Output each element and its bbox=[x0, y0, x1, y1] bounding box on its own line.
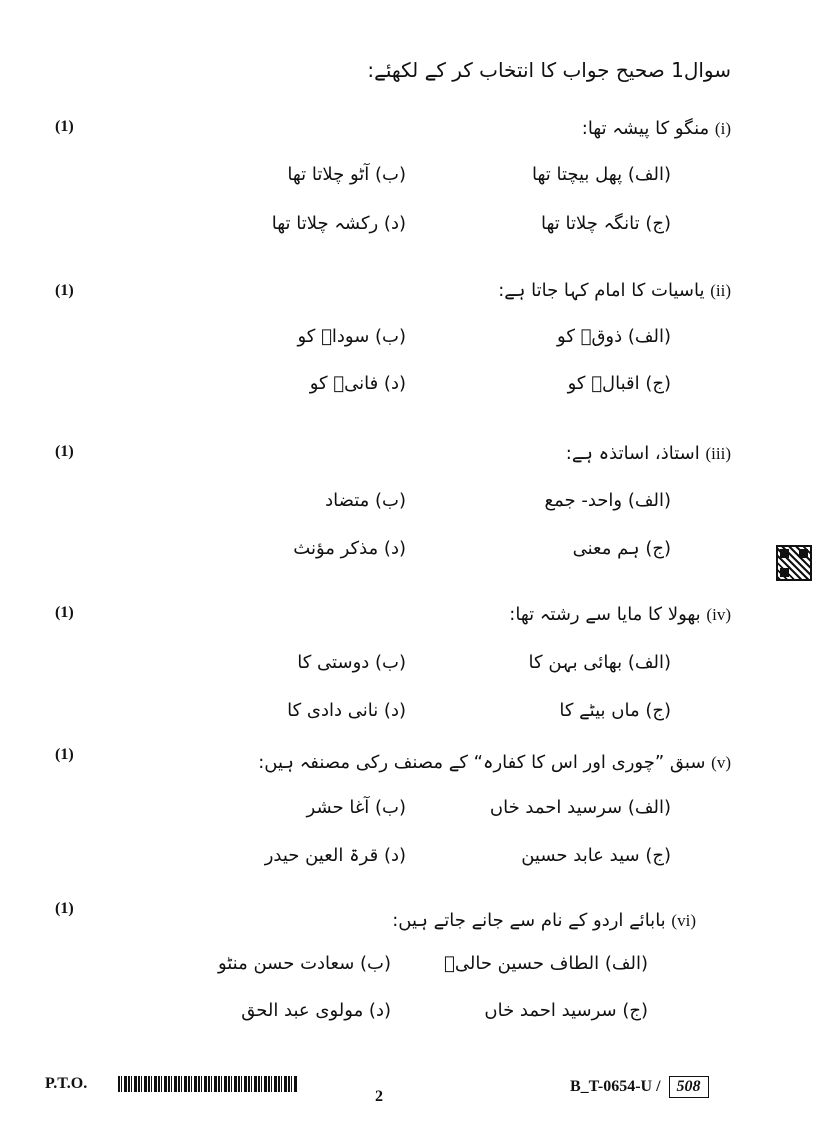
question-text: یاسیات کا امام کہا جاتا ہے: bbox=[498, 280, 705, 301]
option-d: (د) نانی دادی کا bbox=[287, 700, 406, 721]
marks-label: (1) bbox=[55, 900, 74, 917]
option-a: (الف) الطاف حسین حالیؔ bbox=[444, 953, 648, 974]
marks-label: (1) bbox=[55, 604, 74, 621]
barcode bbox=[118, 1076, 298, 1092]
question-text: بھولا کا مایا سے رشتہ تھا: bbox=[509, 604, 701, 625]
option-a: (الف) واحد- جمع bbox=[544, 490, 671, 511]
question-text: منگو کا پیشہ تھا: bbox=[581, 118, 710, 139]
question-stem bbox=[392, 910, 696, 931]
marks-label: (1) bbox=[55, 118, 74, 135]
question-number: (iii) bbox=[705, 444, 731, 463]
option-d: (د) رکشہ چلاتا تھا bbox=[271, 213, 406, 234]
option-d: (د) مذکر مؤنث bbox=[293, 538, 406, 559]
paper-code-text: B_T-0654-U / bbox=[570, 1078, 661, 1095]
option-c: (ج) ہم معنی bbox=[572, 538, 671, 559]
option-a: (الف) ذوقؔ کو bbox=[557, 326, 671, 347]
question-number: (ii) bbox=[710, 281, 731, 300]
option-b: (ب) آغا حشر bbox=[306, 797, 406, 818]
option-b: (ب) متضاد bbox=[325, 490, 406, 511]
option-c: (ج) تانگہ چلاتا تھا bbox=[541, 213, 671, 234]
box-number: 508 bbox=[669, 1076, 709, 1098]
question-stem bbox=[258, 752, 731, 773]
marks-label: (1) bbox=[55, 443, 74, 460]
marks-label: (1) bbox=[55, 282, 74, 299]
option-b: (ب) آٹو چلاتا تھا bbox=[287, 164, 406, 185]
page-number: 2 bbox=[375, 1088, 383, 1105]
option-a: (الف) سرسید احمد خاں bbox=[489, 797, 671, 818]
option-b: (ب) سعادت حسن منٹو bbox=[217, 953, 391, 974]
option-d: (د) فانیؔ کو bbox=[309, 373, 406, 394]
option-b: (ب) دوستی کا bbox=[297, 652, 406, 673]
qr-code bbox=[776, 545, 812, 581]
option-c: (ج) سرسید احمد خاں bbox=[484, 1000, 648, 1021]
question-number: (i) bbox=[714, 119, 731, 138]
marks-label: (1) bbox=[55, 746, 74, 763]
question-number: (iv) bbox=[706, 605, 731, 624]
pto-label: P.T.O. bbox=[45, 1075, 88, 1092]
question-text: استاذ، اساتذہ ہے: bbox=[565, 443, 700, 464]
option-a: (الف) پھل بیچتا تھا bbox=[531, 164, 671, 185]
question-number: (vi) bbox=[671, 911, 696, 930]
question-stem bbox=[582, 118, 731, 139]
question-text: بابائے اردو کے نام سے جانے جاتے ہیں: bbox=[392, 910, 666, 931]
question-heading: سوال1 صحیح جواب کا انتخاب کر کے لکھئے: bbox=[367, 58, 731, 82]
option-d: (د) قرۃ العین حیدر bbox=[264, 845, 406, 866]
option-b: (ب) سوداؔ کو bbox=[297, 326, 406, 347]
paper-code bbox=[570, 1076, 709, 1098]
option-c: (ج) سید عابد حسین bbox=[521, 845, 671, 866]
option-d: (د) مولوی عبد الحق bbox=[241, 1000, 391, 1021]
option-c: (ج) اقبالؔ کو bbox=[567, 373, 671, 394]
question-text: سبق ”چوری اور اس کا کفارہ“ کے مصنف رکی مصنفہ ہیں: bbox=[258, 752, 706, 773]
option-c: (ج) ماں بیٹے کا bbox=[559, 700, 671, 721]
option-a: (الف) بھائی بہن کا bbox=[528, 652, 671, 673]
question-stem bbox=[498, 280, 731, 301]
question-stem bbox=[509, 604, 731, 625]
question-stem bbox=[566, 443, 731, 464]
question-number: (v) bbox=[711, 753, 731, 772]
